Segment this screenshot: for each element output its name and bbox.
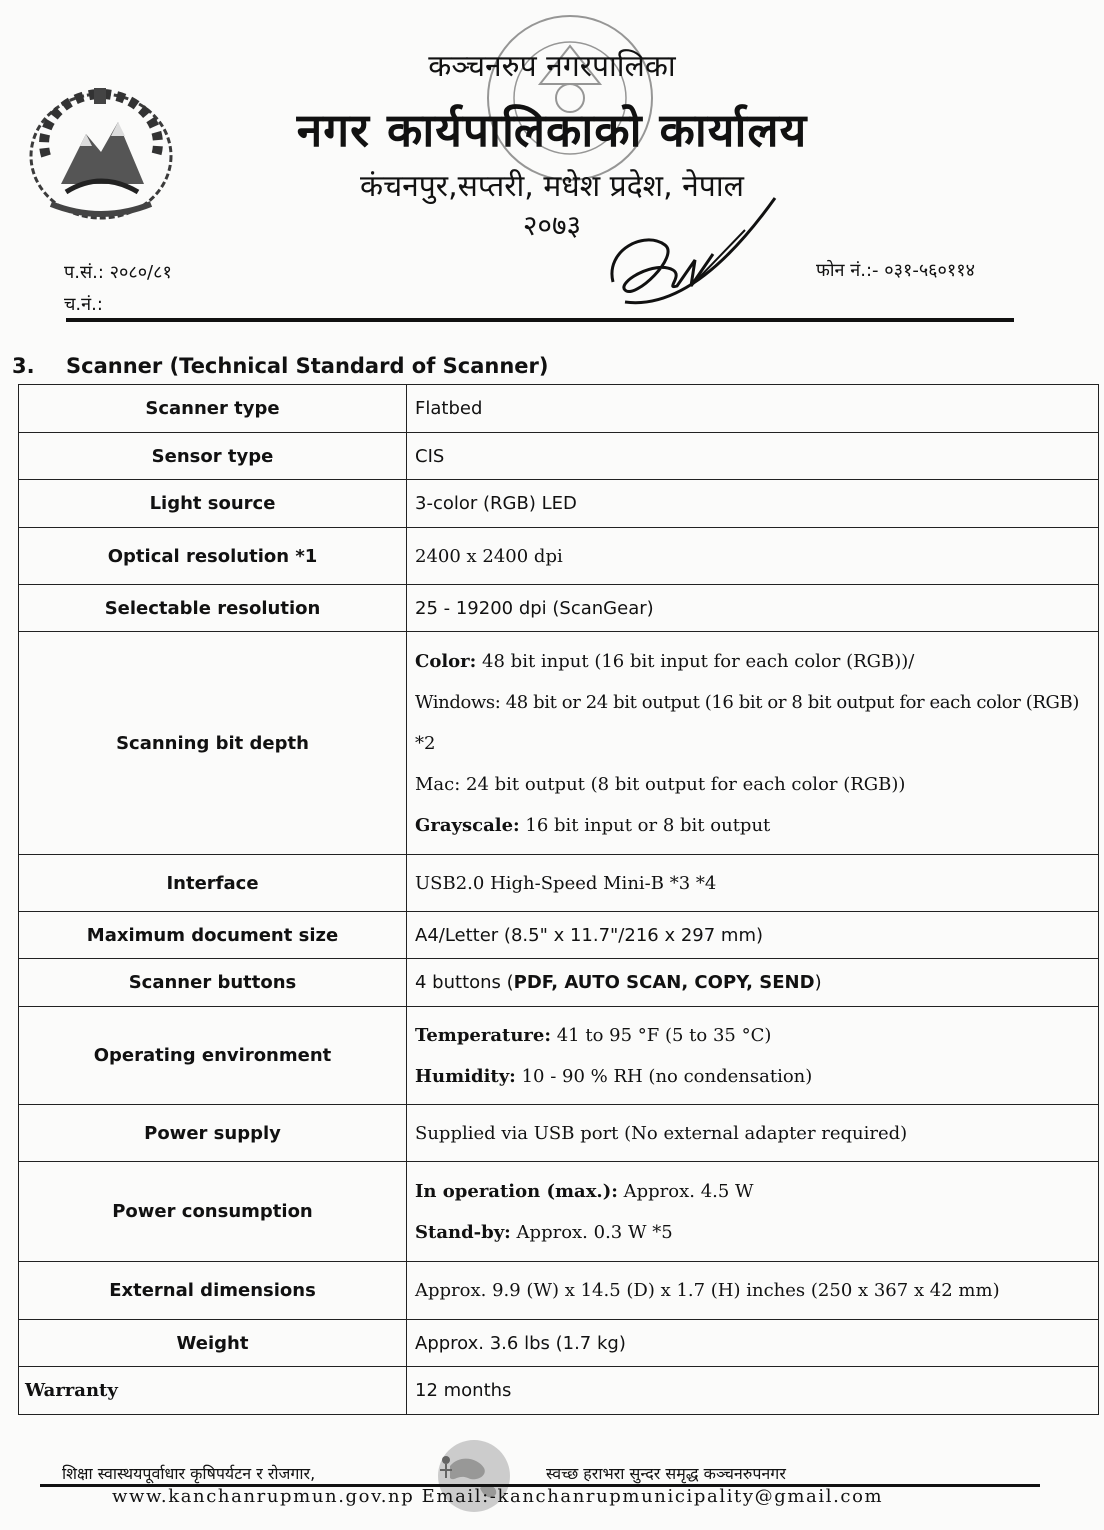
table-row	[19, 1162, 1099, 1262]
operation-value: Approx. 4.5 W	[623, 1180, 754, 1202]
table-row	[19, 1262, 1099, 1320]
grayscale-value: 16 bit input or 8 bit output	[525, 814, 771, 836]
spec-label: Operating environment	[19, 1007, 407, 1105]
spec-label: Selectable resolution	[19, 585, 407, 632]
footer-globe-logo	[428, 1430, 520, 1522]
buttons-prefix: 4 buttons (	[415, 972, 514, 993]
table-row	[19, 1007, 1099, 1105]
temperature-label: Temperature:	[415, 1024, 551, 1046]
footer-slogan-left: शिक्षा स्वास्थयपूर्वाधार कृषिपर्यटन र रोजगार,	[62, 1464, 316, 1483]
buttons-suffix: )	[814, 972, 822, 993]
spec-label: Light source	[19, 480, 407, 528]
table-row	[19, 1105, 1099, 1162]
operation-label: In operation (max.):	[415, 1180, 618, 1202]
spec-value: Approx. 3.6 lbs (1.7 kg)	[407, 1320, 1099, 1367]
humidity-label: Humidity:	[415, 1065, 516, 1087]
bit-depth-grayscale	[415, 805, 1098, 846]
spec-label: Power consumption	[19, 1162, 407, 1262]
spec-value: 12 months	[407, 1367, 1099, 1415]
spec-value	[407, 959, 1099, 1007]
spec-value: Supplied via USB port (No external adapter required)	[407, 1105, 1099, 1162]
spec-value: USB2.0 High-Speed Mini-B *3 *4	[407, 855, 1099, 912]
operation-line	[415, 1171, 1098, 1212]
color-label: Color:	[415, 650, 477, 672]
standby-value: Approx. 0.3 W *5	[516, 1221, 673, 1243]
footer-website-email: www.kanchanrupmun.gov.np Email:-kanchanrupmunicipality@gmail.com	[112, 1486, 884, 1507]
footer-slogan-right: स्वच्छ हराभरा सुन्दर समृद्ध कञ्चनरुपनगर	[546, 1464, 786, 1483]
office-title: नगर कार्यपालिकाको कार्यालय	[296, 103, 808, 157]
spec-label: Interface	[19, 855, 407, 912]
spec-value: 25 - 19200 dpi (ScanGear)	[407, 585, 1099, 632]
spec-label: Maximum document size	[19, 912, 407, 959]
spec-value: Approx. 9.9 (W) x 14.5 (D) x 1.7 (H) inches (250 x 367 x 42 mm)	[407, 1262, 1099, 1320]
header-divider	[66, 318, 1014, 322]
humidity-line	[415, 1056, 1098, 1097]
table-row	[19, 959, 1099, 1007]
spec-value: Flatbed	[407, 385, 1099, 433]
temperature-value: 41 to 95 °F (5 to 35 °C)	[556, 1024, 772, 1046]
spec-value	[407, 1162, 1099, 1262]
bit-depth-windows: Windows: 48 bit or 24 bit output (16 bit or 8 bit output for each color (RGB)	[415, 691, 1079, 713]
buttons-names: PDF, AUTO SCAN, COPY, SEND	[513, 972, 815, 993]
bit-depth-windows-note: *2	[415, 732, 436, 754]
standby-line	[415, 1212, 1098, 1253]
humidity-value: 10 - 90 % RH (no condensation)	[521, 1065, 813, 1087]
section-title: Scanner (Technical Standard of Scanner)	[66, 354, 549, 378]
table-row	[19, 480, 1099, 528]
temperature-line	[415, 1015, 1098, 1056]
spec-value: 2400 x 2400 dpi	[407, 528, 1099, 585]
spec-value: CIS	[407, 433, 1099, 480]
scanner-spec-table	[18, 384, 1099, 1415]
table-row	[19, 1320, 1099, 1367]
spec-label: Warranty	[19, 1367, 407, 1415]
spec-label: Optical resolution *1	[19, 528, 407, 585]
grayscale-label: Grayscale:	[415, 814, 520, 836]
spec-label: Sensor type	[19, 433, 407, 480]
standby-label: Stand-by:	[415, 1221, 511, 1243]
establishment-year: २०७३	[522, 209, 582, 242]
dispatch-number: च.नं.:	[64, 294, 103, 315]
spec-value: A4/Letter (8.5" x 11.7"/216 x 297 mm)	[407, 912, 1099, 959]
spec-label: Scanning bit depth	[19, 632, 407, 855]
section-number: 3.	[12, 354, 35, 378]
spec-value	[407, 1007, 1099, 1105]
spec-label: External dimensions	[19, 1262, 407, 1320]
spec-value: 3-color (RGB) LED	[407, 480, 1099, 528]
table-row	[19, 385, 1099, 433]
office-address: कंचनपुर,सप्तरी, मधेश प्रदेश, नेपाल	[360, 169, 744, 204]
table-row	[19, 855, 1099, 912]
handwritten-signature	[595, 190, 805, 320]
bit-depth-color	[415, 641, 1098, 682]
table-row	[19, 585, 1099, 632]
spec-label: Weight	[19, 1320, 407, 1367]
table-row	[19, 1367, 1099, 1415]
reference-number: प.सं.: २०८०/८१	[64, 262, 172, 283]
table-row	[19, 433, 1099, 480]
municipality-name: कञ्चनरुप नगरपालिका	[428, 49, 676, 84]
table-row	[19, 632, 1099, 855]
color-value: 48 bit input (16 bit input for each color (RGB))/	[482, 650, 915, 672]
table-row	[19, 528, 1099, 585]
spec-label: Scanner buttons	[19, 959, 407, 1007]
phone-number: फोन नं.:- ०३१-५६०११४	[816, 260, 975, 281]
table-row	[19, 912, 1099, 959]
spec-label: Power supply	[19, 1105, 407, 1162]
spec-value	[407, 632, 1099, 855]
bit-depth-mac: Mac: 24 bit output (8 bit output for each color (RGB))	[415, 773, 906, 795]
spec-label: Scanner type	[19, 385, 407, 433]
